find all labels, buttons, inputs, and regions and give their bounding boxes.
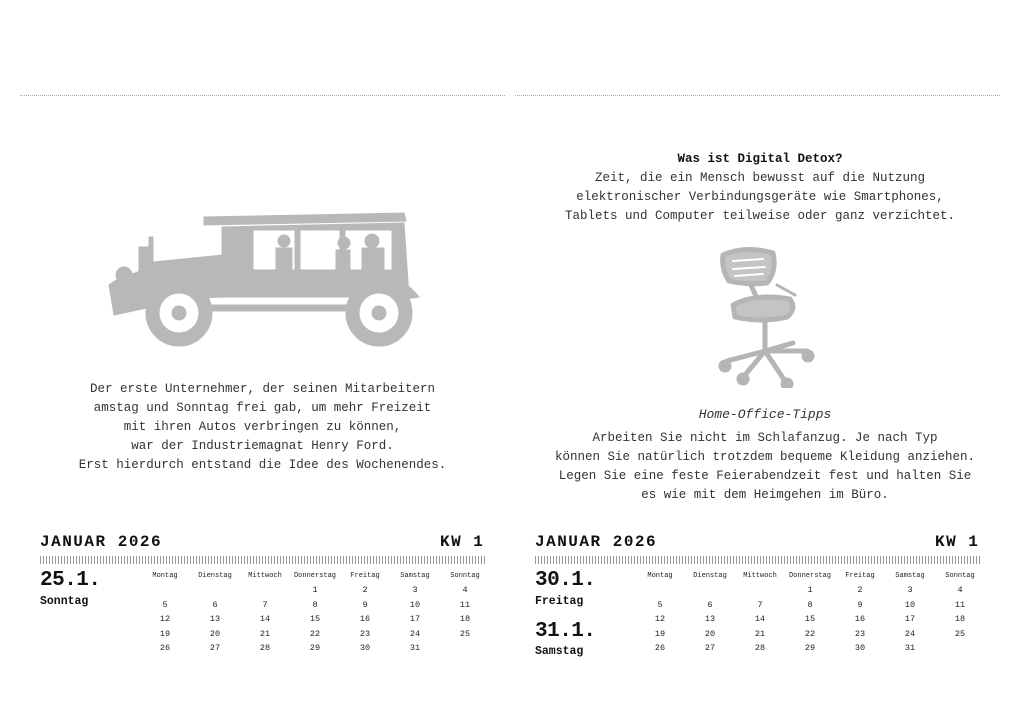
calendar-day: 8: [807, 599, 813, 610]
digital-detox-box: [510, 150, 1010, 226]
weekday-header: Sonntag: [945, 572, 975, 580]
calendar-day: 26: [159, 643, 171, 654]
calendar-day: 23: [359, 628, 371, 639]
calendar-day: 12: [654, 614, 666, 625]
calendar-day: 22: [309, 628, 321, 639]
calendar-day: 14: [754, 614, 766, 625]
calendar-day: [685, 583, 735, 598]
calendar-day: 27: [704, 643, 716, 654]
calendar-week-row: [140, 598, 490, 613]
calendar-week-row: [140, 641, 490, 656]
calendar-day: 19: [159, 628, 171, 639]
calendar-day: 31: [904, 643, 916, 654]
weekday-header: Mittwoch: [743, 572, 777, 580]
calendar-day: [635, 583, 685, 598]
calendar-day: 18: [459, 614, 471, 625]
calendar-day: 2: [362, 585, 368, 596]
home-office-tips-box: [510, 405, 1020, 505]
calendar-day: 23: [854, 628, 866, 639]
calendar-day: 15: [309, 614, 321, 625]
calendar-day: 25: [459, 628, 471, 639]
calendar-day: 24: [904, 628, 916, 639]
weekday-header: Samstag: [400, 572, 430, 580]
calendar-day: 9: [857, 599, 863, 610]
calendar-day: 31: [409, 643, 421, 654]
tick-ruler: [535, 556, 980, 564]
calendar-day: 16: [359, 614, 371, 625]
story-line: Der erste Unternehmer, der seinen Mitarbeitern: [89, 382, 436, 396]
calendar-day: 9: [362, 599, 368, 610]
calendar-day: 29: [309, 643, 321, 654]
calendar-day: 4: [462, 585, 468, 596]
weekday-header: Freitag: [845, 572, 875, 580]
calendar-day: [190, 583, 240, 598]
weekday-header: Montag: [152, 572, 178, 580]
calendar-day: [240, 583, 290, 598]
calendar-day: 28: [259, 643, 271, 654]
date-number: 25.1.: [40, 569, 101, 592]
calendar-day: 20: [704, 628, 716, 639]
date-number: 31.1.: [535, 620, 596, 643]
calendar-day: [140, 583, 190, 598]
home-office-tips-title: Home-Office-Tipps: [698, 407, 832, 422]
mini-month-calendar: [140, 569, 490, 656]
detox-line: Zeit, die ein Mensch bewusst auf die Nutzung: [594, 171, 926, 185]
calendar-day: 12: [159, 614, 171, 625]
calendar-day: 4: [957, 585, 963, 596]
calendar-day: 17: [904, 614, 916, 625]
calendar-day: 6: [707, 599, 713, 610]
calendar-day: 11: [954, 599, 966, 610]
week-label: KW 1: [935, 533, 980, 551]
weekday-header: Donnerstag: [788, 572, 831, 580]
date-weekday: Samstag: [535, 645, 584, 658]
calendar-day: 6: [212, 599, 218, 610]
calendar-day: 5: [162, 599, 168, 610]
calendar-day: [735, 583, 785, 598]
weekday-header: Donnerstag: [293, 572, 336, 580]
calendar-week-row: [635, 641, 985, 656]
calendar-day: 1: [312, 585, 318, 596]
detox-line: elektronischer Verbindungsgeräte wie Smartphones,: [576, 190, 944, 204]
calendar-day: 29: [804, 643, 816, 654]
calendar-day: 21: [754, 628, 766, 639]
weekday-header: Dienstag: [198, 572, 232, 580]
calendar-week-row: [140, 612, 490, 627]
calendar-day: 15: [804, 614, 816, 625]
calendar-day: 16: [854, 614, 866, 625]
calendar-day: 8: [312, 599, 318, 610]
calendar-day: 11: [459, 599, 471, 610]
tips-line: Legen Sie eine feste Feierabendzeit fest und halten Sie: [558, 469, 972, 483]
calendar-day: 28: [754, 643, 766, 654]
tick-ruler: [40, 556, 485, 564]
calendar-day: 3: [412, 585, 418, 596]
calendar-day: 14: [259, 614, 271, 625]
weekday-header: Samstag: [895, 572, 925, 580]
tips-line: es wie mit dem Heimgehen im Büro.: [641, 488, 889, 502]
tips-line: können Sie natürlich trotzdem bequeme Kleidung anziehen.: [554, 450, 976, 464]
calendar-day: [440, 641, 490, 656]
detox-line: Tablets und Computer teilweise oder ganz verzichtet.: [564, 209, 956, 223]
calendar-day: 20: [209, 628, 221, 639]
calendar-day: 27: [209, 643, 221, 654]
calendar-day: 30: [854, 643, 866, 654]
story-line: mit ihren Autos verbringen zu können,: [123, 420, 402, 434]
weekday-header: Montag: [647, 572, 673, 580]
mini-month-calendar: [635, 569, 985, 656]
digital-detox-title: Was ist Digital Detox?: [677, 152, 843, 166]
date-weekday: Freitag: [535, 595, 584, 608]
date-number: 30.1.: [535, 569, 596, 592]
calendar-day: 30: [359, 643, 371, 654]
story-line: war der Industriemagnat Henry Ford.: [131, 439, 394, 453]
weekday-header: Dienstag: [693, 572, 727, 580]
office-chair-icon: [715, 243, 815, 388]
weekday-header: Sonntag: [450, 572, 480, 580]
calendar-day: 7: [262, 599, 268, 610]
weekday-header: Mittwoch: [248, 572, 282, 580]
month-label: JANUAR 2026: [535, 533, 658, 551]
calendar-week-row: [635, 583, 985, 598]
calendar-day: 24: [409, 628, 421, 639]
calendar-day: 2: [857, 585, 863, 596]
story-line: Erst hierdurch entstand die Idee des Wochenendes.: [78, 458, 447, 472]
month-label: JANUAR 2026: [40, 533, 163, 551]
calendar-day: 19: [654, 628, 666, 639]
calendar-day: [935, 641, 985, 656]
story-line: amstag und Sonntag frei gab, um mehr Freizeit: [93, 401, 432, 415]
calendar-day: 21: [259, 628, 271, 639]
weekday-header: Freitag: [350, 572, 380, 580]
calendar-day: 7: [757, 599, 763, 610]
calendar-day: 26: [654, 643, 666, 654]
vintage-car-icon: [104, 205, 424, 350]
tips-line: Arbeiten Sie nicht im Schlafanzug. Je nach Typ: [592, 431, 938, 445]
calendar-week-row: [140, 627, 490, 642]
calendar-week-row: [635, 612, 985, 627]
calendar-day: 5: [657, 599, 663, 610]
date-weekday: Sonntag: [40, 595, 89, 608]
calendar-day: 13: [209, 614, 221, 625]
calendar-week-row: [635, 627, 985, 642]
calendar-week-row: [635, 598, 985, 613]
calendar-day: 22: [804, 628, 816, 639]
calendar-day: 18: [954, 614, 966, 625]
henry-ford-story: [40, 380, 485, 475]
calendar-day: 13: [704, 614, 716, 625]
calendar-day: 10: [409, 599, 421, 610]
week-label: KW 1: [440, 533, 485, 551]
calendar-week-row: [140, 583, 490, 598]
calendar-day: 25: [954, 628, 966, 639]
calendar-day: 10: [904, 599, 916, 610]
calendar-day: 3: [907, 585, 913, 596]
right-page: [510, 0, 1020, 721]
calendar-day: 17: [409, 614, 421, 625]
calendar-day: 1: [807, 585, 813, 596]
